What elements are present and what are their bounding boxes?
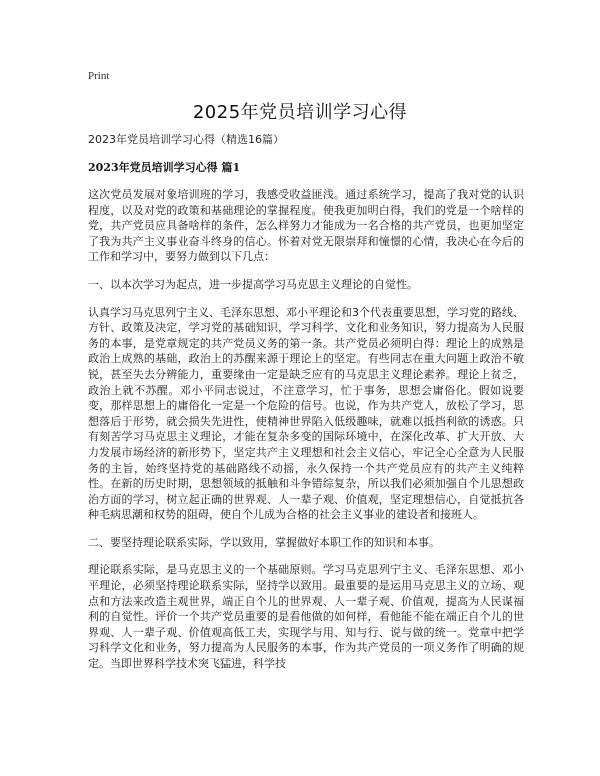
point-two-heading: 二、要坚持理论联系实际，学以致用，掌握做好本职工作的知识和本事。 [88,535,440,549]
document-title: 2025年党员培训学习心得 [192,102,408,123]
point-one-paragraph: 认真学习马克思列宁主义、毛泽东思想、邓小平理论和3个代表重要思想，学习党的路线、方针、政策及决定，学习党的基础知识，学习科学、文化和业务知识，努力提高为人民服务的本事，是党章规定的共产党员义务的第一条。共产党员必须明白得：理论上的成熟是政治上成熟的基础，政治上的苏醒来源于理论上的坚定。有些同志在重大问题上政治不敏锐，甚至失去分辨能力，重要缘由一定是缺乏应有的马克思主义理论素养。理论上贫乏，政治上就不苏醒。邓小平同志说过，不注意学习，忙于事务，思想会庸俗化。假如说要变，那样思想上的庸俗化一定是一个危险的信号。也说，作为共产党人，放松了学习，思想落后于形势，就会损失先进性，使精神世界陷入低级趣味，就难以抵挡利欲的诱惑。只有刻苦学习马克思主义理论，才能在复杂多变的国际环境中，在深化改革、扩大开放、大力发展市场经济的新形势下，坚定共产主义理想和社会主义信心，牢记全心全意为人民服务的主旨，始终坚持党的基础路线不动摇，永久保持一个共产党员应有的共产主义纯粹性。在新的历史时期，思想领域的抵触和斗争错综复杂，所以我们必须加强自个儿思想政治方面的学习，树立起正确的世界观、人一辈子观、价值观，坚定理想信心，自觉抵抗各种毛病思潮和权势的阻碍，使自个儿成为合格的社会主义事业的建设者和接班人。 [88,305,524,522]
intro-paragraph: 这次党员发展对象培训班的学习，我感受收益匪浅。通过系统学习，提高了我对党的认识程度，以及对党的政策和基础理论的掌握程度。使我更加明白得，我们的党是一个啥样的党，共产党员应具备啥样的条件，怎么样努力才能成为一名合格的共产党员，也更加坚定了我为共产主义事业奋斗终身的信心。怀着对党无限崇拜和憧憬的心情，我决心在今后的工作和学习中，要努力做到以下几点： [88,188,524,264]
point-one-heading: 一、以本次学习为起点，进一步提高学习马克思主义理论的自觉性。 [88,277,418,291]
point-two-paragraph: 理论联系实际，是马克思主义的一个基础原则。学习马克思列宁主义、毛泽东思想、邓小平理论，必须坚持理论联系实际，坚持学以致用。最重要的是运用马克思主义的立场、观点和方法来改造主观世界，端正自个儿的世界观、人一辈子观、价值观，提高为人民谋福利的自觉性。评价一个共产党员重要的是看他做的如何样，看他能不能在端正自个儿的世界观、人一辈子观、价值观高低工夫，实现学与用、知与行、说与做的统一。党章中把学习科学文化和业务，努力提高为人民服务的本事，作为共产党员的一项义务作了明确的规定。当即世界科学技术突飞猛进，科学技 [88,563,524,671]
print-link[interactable]: Print [88,70,110,82]
document-body [88,132,524,684]
section-heading: 2023年党员培训学习心得 篇1 [88,161,241,174]
document-subtitle: 2023年党员培训学习心得（精选16篇） [88,133,284,146]
